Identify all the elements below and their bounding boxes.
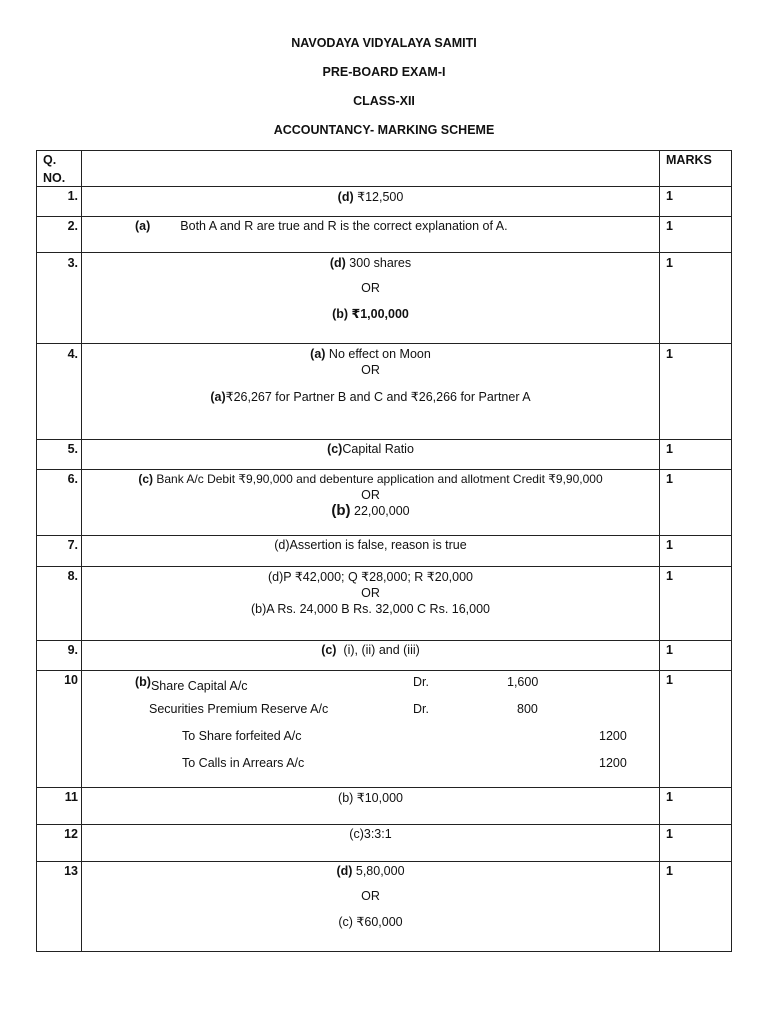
table-row [37, 187, 732, 217]
table-header-row [37, 151, 732, 187]
answer-cell [82, 567, 660, 641]
org-title: NAVODAYA VIDYALAYA SAMITI [291, 36, 477, 50]
journal-debit: 1,600 [507, 675, 539, 689]
qno-header-line2: NO. [43, 171, 66, 185]
marks-header: MARKS [660, 151, 732, 187]
marks-value: 1 [660, 536, 732, 567]
or-label: OR [361, 363, 380, 377]
journal-line [82, 698, 659, 725]
marks-value: 1 [660, 862, 732, 952]
question-number: 9. [37, 641, 82, 671]
question-number: 2. [37, 217, 82, 253]
table-row [37, 825, 732, 862]
marks-value: 1 [660, 788, 732, 825]
answer-cell [82, 440, 660, 470]
journal-line [82, 725, 659, 752]
question-number: 12 [37, 825, 82, 862]
question-number: 11 [37, 788, 82, 825]
marks-value: 1 [660, 825, 732, 862]
alternate-answer: (b)A Rs. 24,000 B Rs. 32,000 C Rs. 16,000 [250, 602, 491, 616]
answer-text: Bank A/c Debit ₹9,90,000 and debenture application and allotment Credit ₹9,90,000 [153, 472, 603, 486]
question-number: 5. [37, 440, 82, 470]
marks-value: 1 [660, 217, 732, 253]
alternate-text: 22,00,000 [350, 504, 410, 518]
alternate-answer: (c) ₹60,000 [338, 915, 403, 929]
answer-option: (d) [336, 864, 353, 878]
table-row [37, 217, 732, 253]
table-row [37, 344, 732, 440]
journal-dr: Dr. [413, 675, 429, 689]
exam-title: PRE-BOARD EXAM-I [322, 65, 446, 79]
journal-account: Share Capital A/c [150, 679, 248, 693]
journal-credit: 1200 [599, 756, 627, 770]
marks-value: 1 [660, 253, 732, 344]
alternate-text: ₹26,267 for Partner B and C and ₹26,266 for Partner A [225, 390, 531, 404]
table-row [37, 671, 732, 788]
answer-text: 5,80,000 [352, 864, 405, 878]
marks-value: 1 [660, 187, 732, 217]
journal-account: To Share forfeited A/c [182, 729, 302, 743]
answer-text: (d)P ₹42,000; Q ₹28,000; R ₹20,000 [267, 570, 473, 584]
answer-option: (c) [327, 442, 343, 456]
class-title: CLASS-XII [353, 94, 415, 108]
answer-cell [82, 187, 660, 217]
answer-text: (b) ₹10,000 [338, 791, 403, 805]
answer-text: (i), (ii) and (iii) [336, 643, 420, 657]
answer-cell [82, 825, 660, 862]
answer-option: (b) [135, 675, 151, 689]
journal-account: To Calls in Arrears A/c [182, 756, 305, 770]
answer-option: (d) [337, 190, 354, 204]
answer-cell [82, 862, 660, 952]
qno-header-line1: Q. [43, 153, 57, 167]
answer-text: Both A and R are true and R is the correct explanation of A. [180, 219, 508, 233]
table-row [37, 536, 732, 567]
journal-entry-cell [82, 671, 660, 788]
journal-dr: Dr. [413, 702, 429, 716]
journal-line [82, 671, 659, 698]
answer-cell [82, 536, 660, 567]
question-number: 8. [37, 567, 82, 641]
table-row [37, 470, 732, 536]
question-number: 3. [37, 253, 82, 344]
answer-option: (d) [329, 256, 346, 270]
journal-line [82, 752, 659, 779]
question-number: 6. [37, 470, 82, 536]
table-row [37, 641, 732, 671]
answer-option: (c) [321, 643, 337, 657]
marks-value: 1 [660, 567, 732, 641]
answer-cell [82, 470, 660, 536]
answer-cell [82, 641, 660, 671]
answer-text: Capital Ratio [342, 442, 414, 456]
or-label: OR [361, 889, 380, 903]
table-row [37, 440, 732, 470]
journal-debit: 800 [517, 702, 538, 716]
answer-text: (d)Assertion is false, reason is true [274, 538, 467, 552]
answer-cell [82, 217, 660, 253]
table-row [37, 253, 732, 344]
alternate-option: (a) [210, 390, 226, 404]
marks-value: 1 [660, 671, 732, 788]
or-label: OR [361, 586, 380, 600]
table-row [37, 567, 732, 641]
journal-credit: 1200 [599, 729, 627, 743]
answer-text: (c)3:3:1 [349, 827, 392, 841]
question-number: 10 [37, 671, 82, 788]
marks-value: 1 [660, 344, 732, 440]
table-row [37, 788, 732, 825]
answer-option: (a) [135, 219, 151, 233]
question-number: 13 [37, 862, 82, 952]
marking-scheme-table [36, 150, 732, 952]
marks-value: 1 [660, 440, 732, 470]
marks-value: 1 [660, 470, 732, 536]
answer-option: (a) [310, 347, 326, 361]
table-row [37, 862, 732, 952]
marks-value: 1 [660, 641, 732, 671]
answer-option: (c) [138, 472, 154, 486]
subject-title: ACCOUNTANCY- MARKING SCHEME [273, 123, 495, 137]
alternate-option: (b) [331, 502, 351, 519]
answer-text: ₹12,500 [353, 190, 404, 204]
answer-text: 300 shares [345, 256, 412, 270]
answer-cell [82, 344, 660, 440]
question-number: 1. [37, 187, 82, 217]
question-number: 7. [37, 536, 82, 567]
journal-account: Securities Premium Reserve A/c [149, 702, 329, 716]
answer-text: No effect on Moon [325, 347, 431, 361]
or-label: OR [361, 488, 380, 502]
answer-cell [82, 253, 660, 344]
answer-cell [82, 788, 660, 825]
or-label: OR [361, 281, 380, 295]
alternate-answer: (b) ₹1,00,000 [332, 307, 409, 321]
answer-header [82, 151, 660, 187]
qno-header [37, 151, 82, 187]
question-number: 4. [37, 344, 82, 440]
